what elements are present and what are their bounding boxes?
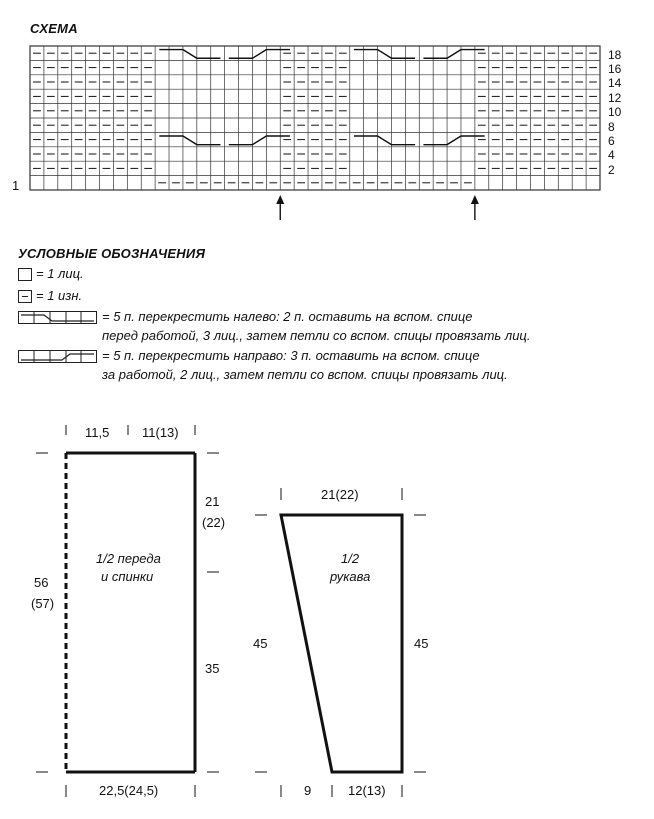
sleeve-right-height: 45 [414,636,429,651]
body-armhole: 21 [205,494,220,509]
body-bottom-width: 22,5(24,5) [99,783,159,798]
sleeve-top-width: 21(22) [321,487,359,502]
legend-cross-right [18,348,508,382]
knitting-chart [0,0,654,230]
body-height: 56 [34,575,49,590]
legend-knit-text: = 1 лиц. [36,266,84,281]
body-top-left-width: 11,5 [85,425,110,440]
cross-left-symbol [18,311,98,325]
purl-symbol [18,290,32,303]
body-piece-label-1: 1/2 переда [96,551,161,566]
row-number: 16 [608,62,622,76]
row-number: 14 [608,76,622,90]
legend-cross-right-text-1: = 5 п. перекрестить направо: 3 п. оставить на вспом. спице [102,348,480,363]
repeat-arrowhead [276,195,284,204]
body-piece [36,425,219,797]
sleeve-piece [255,488,429,797]
legend-purl-text: = 1 изн. [36,288,83,303]
legend-cross-right-text-2: за работой, 2 лиц., затем петли со вспом. спицы провязать лиц. [102,367,508,382]
repeat-arrowhead [471,195,479,204]
row-number: 2 [608,163,615,177]
start-row-number: 1 [12,178,20,193]
body-side-length: 35 [205,661,220,676]
row-number: 8 [608,120,615,134]
row-number: 18 [608,48,622,62]
legend-cross-left-text-1: = 5 п. перекрестить налево: 2 п. оставить на вспом. спице [102,309,473,324]
chart-title: СХЕМА [30,21,78,36]
row-number: 10 [608,105,622,119]
legend-cross-left [18,309,530,343]
body-armhole-alt: (22) [202,515,226,530]
sleeve-left-height: 45 [253,636,268,651]
sleeve-bottom-right: 12(13) [348,783,386,798]
row-number: 12 [608,91,622,105]
row-number: 6 [608,134,615,148]
knit-symbol [18,268,32,281]
legend-knit [18,266,84,281]
legend-cross-left-text-2: перед работой, 3 лиц., затем петли со вспом. спицы провязать лиц. [102,328,531,343]
legend-title: УСЛОВНЫЕ ОБОЗНАЧЕНИЯ [18,246,206,261]
sleeve-piece-label-1: 1/2 [341,551,360,566]
sleeve-piece-label-2: рукава [330,569,371,584]
cross-right-symbol [18,350,98,364]
legend-purl [18,288,82,303]
sleeve-bottom-left: 9 [304,783,312,798]
row-number: 4 [608,148,615,162]
body-piece-label-2: и спинки [101,569,154,584]
body-top-right-width: 11(13) [142,425,179,440]
body-height-alt: (57) [31,596,55,611]
